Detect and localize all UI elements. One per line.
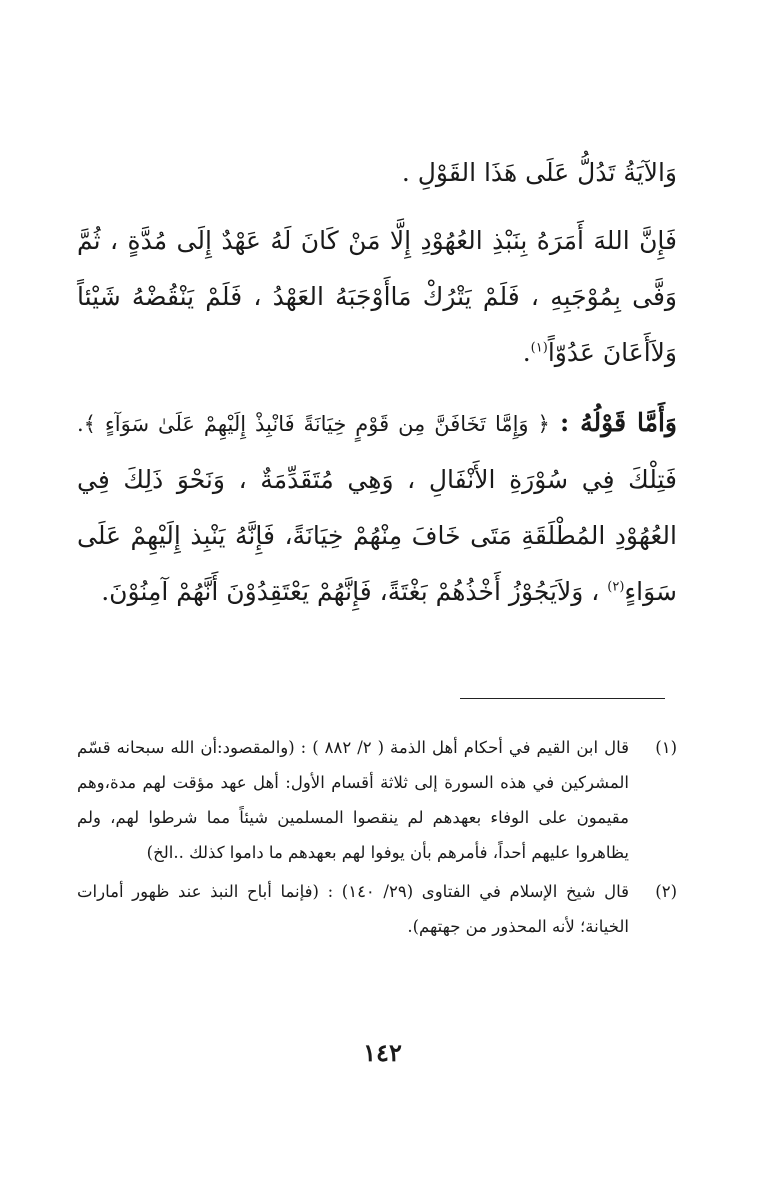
paragraph-3-end: ، وَلاَيَجُوْزُ أَخْذُهُمْ بَغْتَةً، فَإِنَّهُمْ يَعْتَقِدُوْنَ أَنَّهُمْ آمِنُوْنَ. [101, 577, 600, 606]
main-text [77, 145, 677, 634]
footnote-2-text: قال شيخ الإسلام في الفتاوى (٢٩/ ١٤٠) : (فإنما أباح النبذ عند ظهور أمارات الخيانة؛ لأنه المحذور من جهتهم). [77, 882, 629, 936]
paragraph-3-lead: وَأَمَّا قَوْلُهُ : [559, 408, 677, 437]
footnote-2-number: (٢) [655, 882, 677, 901]
footnotes [77, 730, 677, 948]
footnote-ref-2[interactable]: (٢) [607, 579, 625, 595]
paragraph-3-text: فَتِلْكَ فِي سُوْرَةِ الأَنْفَالِ ، وَهِي مُتَقَدِّمَةٌ ، وَنَحْوَ ذَلِكَ فِي العُهُوْدِ المُطْلَقَةِ مَتَى خَافَ مِنْهُمْ خِيَانَةً، فَإِنَّهُ يَنْبِذ إِلَيْهِمْ عَلَى سَوَاءٍ [77, 465, 677, 606]
quran-verse: ﴿ وَإِمَّا تَخَافَنَّ مِن قَوْمٍ خِيَانَةً فَانْبِذْ إِلَيْهِمْ عَلَىٰ سَوَآءٍ ﴾. [77, 412, 550, 436]
footnote-1-number: (١) [655, 738, 677, 757]
paragraph-2 [77, 213, 677, 381]
footnote-1 [77, 730, 677, 870]
paragraph-1 [77, 145, 677, 201]
page-number: ١٤٢ [363, 1038, 402, 1067]
footnote-1-text: قال ابن القيم في أحكام أهل الذمة ( ٢/ ٨٨٢ ) : (والمقصود:أن الله سبحانه قسّم المشركين في هذه السورة إلى ثلاثة أقسام الأول: أهل عهد مؤقت لهم مدة،وهم مقيمون على الوفاء بعهدهم لم ينقصوا المسلمين شيئاً مما شرطوا لهم، ولم يظاهروا عليهم أحداً، فأمرهم بأن يوفوا لهم بعهدهم ما داموا كذلك ..الخ) [77, 738, 629, 862]
footnote-divider [460, 698, 665, 699]
paragraph-1-text: وَالآيَةُ تَدُلُّ عَلَى هَذَا القَوْلِ . [401, 158, 677, 187]
paragraph-2-end: . [522, 338, 531, 367]
paragraph-3 [77, 395, 677, 620]
footnote-2 [77, 874, 677, 944]
footnote-ref-1[interactable]: (١) [530, 340, 548, 356]
paragraph-2-text: فَإِنَّ اللهَ أَمَرَهُ بِنَبْذِ العُهُوْدِ إِلَّا مَنْ كَانَ لَهُ عَهْدٌ إِلَى مُدَّةٍ ، ثُمَّ وَفَّى بِمُوْجَبِهِ ، فَلَمْ يَتْرُكْ مَاأَوْجَبَهُ العَهْدُ ، فَلَمْ يَنْقُضْهُ شَيْئاً وَلاَأَعَانَ عَدُوّاً [77, 226, 677, 367]
